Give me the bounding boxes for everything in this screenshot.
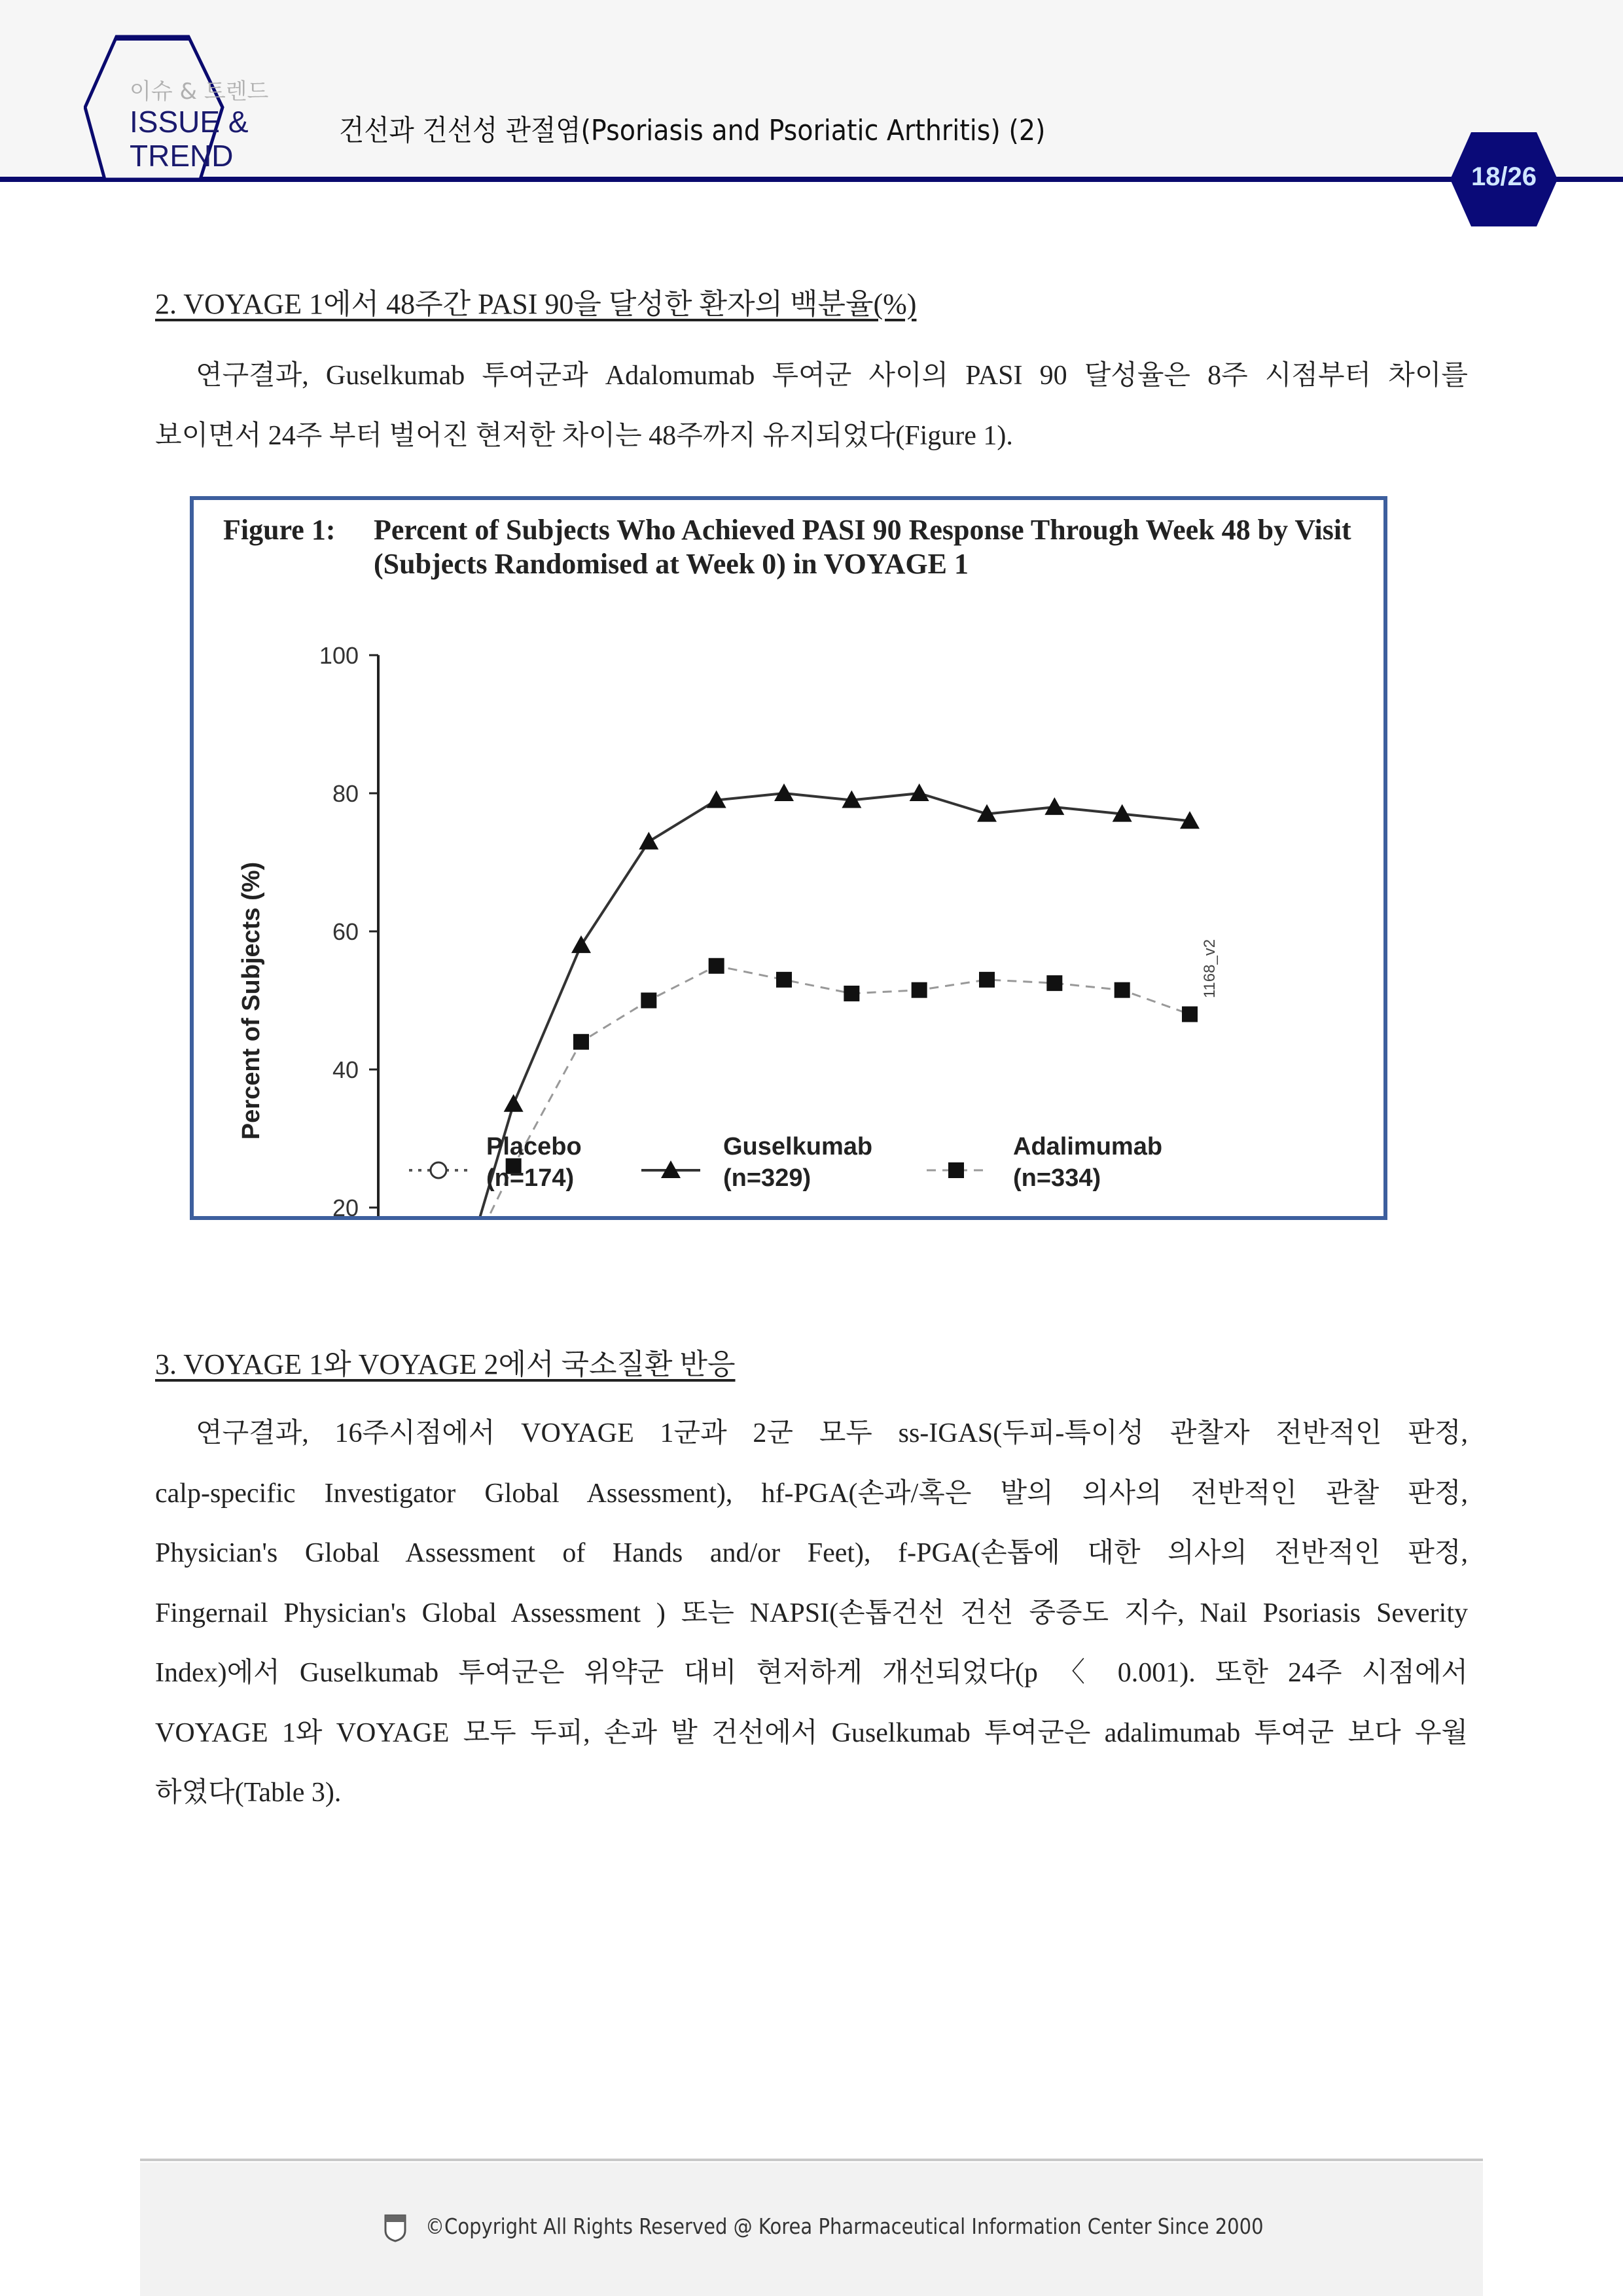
page-number: 18/26 [1471, 162, 1537, 191]
section2-paragraph [155, 346, 1468, 466]
data-point-adalimumab [641, 993, 656, 1009]
legend-n: (n=174) [486, 1164, 575, 1192]
legend-label: Placebo [486, 1133, 582, 1160]
paragraph-line: VOYAGE 1와 VOYAGE 모두 두피, 손과 발 건선에서 Guselkumab 투여군은 adalimumab 투여군 보다 우월 [155, 1717, 1468, 1748]
legend-n: (n=334) [1013, 1164, 1101, 1192]
footer-rule [140, 2159, 1483, 2161]
figure-label: Figure 1: [223, 514, 336, 546]
paragraph-line: 연구결과, Guselkumab 투여군과 Adalomumab 투여군 사이의 PASI 90 달성율은 8주 시점부터 차이를 [196, 361, 1468, 391]
paragraph-line: Physician's Global Assessment of Hands and/or Feet), f-PGA(손톱에 대한 의사의 전반적인 판정, [155, 1538, 1468, 1568]
data-point-guselkumab [571, 935, 591, 953]
y-tick-label: 60 [332, 918, 359, 945]
y-tick-label: 20 [332, 1194, 359, 1216]
data-point-guselkumab [774, 783, 794, 801]
data-point-adalimumab [776, 972, 792, 988]
paragraph-line: Index)에서 Guselkumab 투여군은 위약군 대비 현저하게 개선되었다(p 〈 0.001). 또한 24주 시점에서 [155, 1658, 1468, 1688]
paragraph-line: 하였다(Table 3). [155, 1778, 342, 1808]
figure-title-line1: Percent of Subjects Who Achieved PASI 90 Response Through Week 48 by Visit [374, 514, 1351, 546]
logo-line1: ISSUE & [130, 105, 249, 139]
legend-label: Adalimumab [1013, 1133, 1163, 1160]
data-point-guselkumab [504, 1094, 524, 1112]
data-point-guselkumab [1044, 797, 1064, 815]
y-tick-label: 80 [332, 780, 359, 807]
figure-title-line2: (Subjects Randomised at Week 0) in VOYAGE 1 [374, 548, 969, 580]
y-tick-label: 40 [332, 1056, 359, 1083]
document-title: 건선과 건선성 관절염(Psoriasis and Psoriatic Arthritis) (2) [339, 114, 1046, 147]
data-point-guselkumab [910, 783, 929, 801]
figure-code: 1168_v2 [1201, 939, 1219, 999]
section3-heading: 3. VOYAGE 1와 VOYAGE 2에서 국소질환 반응 [155, 1348, 736, 1380]
legend-marker-adalimumab [948, 1162, 964, 1178]
data-point-adalimumab [912, 982, 927, 998]
data-point-adalimumab [573, 1034, 589, 1050]
shield-logo-icon [383, 2214, 407, 2242]
paragraph-line: 연구결과, 16주시점에서 VOYAGE 1군과 2군 모두 ss-IGAS(두피-특이성 관찰자 전반적인 판정, [196, 1418, 1468, 1448]
legend-n: (n=329) [723, 1164, 812, 1192]
pasi90-line-chart [194, 500, 1383, 1216]
y-axis-label: Percent of Subjects (%) [238, 861, 265, 1140]
data-point-adalimumab [844, 986, 859, 1001]
logo-text [130, 105, 249, 173]
logo-line2: TREND [130, 139, 234, 173]
legend-marker-placebo [431, 1162, 446, 1178]
section3-paragraph [155, 1404, 1468, 1823]
figure-1 [190, 496, 1387, 1220]
logo-korean: 이슈 & 트렌드 [130, 79, 269, 105]
data-point-adalimumab [1115, 982, 1130, 998]
section2-heading: 2. VOYAGE 1에서 48주간 PASI 90을 달성한 환자의 백분율(%) [155, 288, 917, 320]
data-point-adalimumab [1182, 1007, 1198, 1022]
paragraph-line: 보이면서 24주 부터 벌어진 현저한 차이는 48주까지 유지되었다(Figure 1). [155, 420, 1013, 451]
paragraph-line: Fingernail Physician's Global Assessment ) 또는 NAPSI(손톱건선 건선 중증도 지수, Nail Psoriasis Severity [155, 1598, 1468, 1628]
data-point-guselkumab [639, 832, 658, 850]
legend-label: Guselkumab [723, 1133, 873, 1160]
paragraph-line: calp-specific Investigator Global Assessment), hf-PGA(손과/혹은 발의 의사의 전반적인 관찰 판정, [155, 1478, 1468, 1509]
data-point-adalimumab [709, 958, 724, 974]
copyright-text: ©Copyright All Rights Reserved @ Korea Pharmaceutical Information Center Since 2000 [425, 2214, 1264, 2239]
data-point-adalimumab [979, 972, 995, 988]
y-tick-label: 100 [319, 642, 359, 669]
data-point-adalimumab [1046, 975, 1062, 991]
